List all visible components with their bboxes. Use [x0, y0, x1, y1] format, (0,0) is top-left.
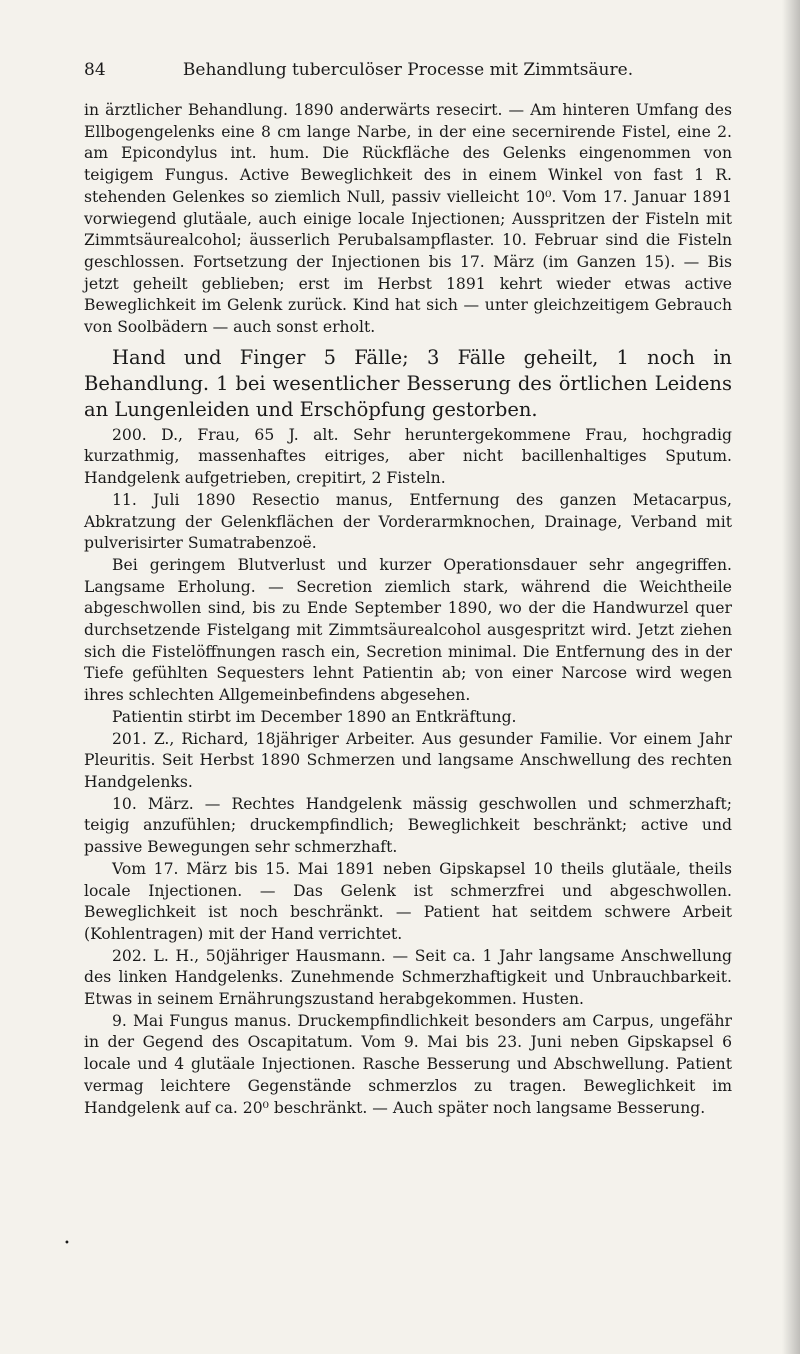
running-header: [84, 60, 732, 80]
bullet-mark: •: [64, 1238, 70, 1249]
book-page: [84, 60, 732, 1119]
paragraph: 201. Z., Richard, 18jähriger Arbeiter. Aus gesunder Familie. Vor einem Jahr Pleuritis. Seit Herbst 1890 Schmerzen und langsame Anschwellung des rechten Handgelenks.: [84, 729, 732, 791]
paragraph: 200. D., Frau, 65 J. alt. Sehr heruntergekommene Frau, hochgradig kurzathmig, massenhaftes eitriges, aber nicht bacillenhaltiges Sputum. Handgelenk aufgetrieben, crepitirt, 2 Fisteln.: [84, 425, 732, 488]
page-edge-shadow: [782, 0, 800, 1354]
paragraph: 202. L. H., 50jähriger Hausmann. — Seit ca. 1 Jahr langsame Anschwellung des linken Handgelenks. Zunehmende Schmerzhaftigkeit und Unbrauchbarkeit. Etwas in seinem Ernährungszustand herabgekommen. Husten.: [84, 946, 732, 1009]
section-heading: Hand und Finger 5 Fälle; 3 Fälle geheilt, 1 noch in Behandlung. 1 bei wesentlicher Besserung des örtlichen Leidens an Lungenleiden und Erschöpfung gestorben.: [84, 345, 732, 421]
paragraph: Bei geringem Blutverlust und kurzer Operationsdauer sehr angegriffen. Langsame Erholung. — Secretion ziemlich stark, während die Weichtheile abgeschwollen sind, bis zu Ende September 1890, wo der die Handwurzel quer durchsetzende Fistelgang mit Zimmtsäurealcohol ausgespritzt wird. Jetzt ziehen sich die Fistelöffnungen rasch ein, Secretion minimal. Die Entfernung des in der Tiefe gefühlten Sequesters lehnt Patientin ab; von einer Narcose wird wegen ihres schlechten Allgemeinbefindens abgesehen.: [84, 555, 732, 705]
paragraph: 10. März. — Rechtes Handgelenk mässig geschwollen und schmerzhaft; teigig anzufühlen; druckempfindlich; Beweglichkeit beschränkt; active und passive Bewegungen sehr schmerzhaft.: [84, 794, 732, 857]
paragraph: Vom 17. März bis 15. Mai 1891 neben Gipskapsel 10 theils glutäale, theils locale Injectionen. — Das Gelenk ist schmerzfrei und abgeschwollen. Beweglichkeit ist noch beschränkt. — Patient hat seitdem schwere Arbeit (Kohlentragen) mit der Hand verrichtet.: [84, 859, 732, 943]
paragraph: 9. Mai Fungus manus. Druckempfindlichkeit besonders am Carpus, ungefähr in der Gegend des Oscapitatum. Vom 9. Mai bis 23. Juni neben Gipskapsel 6 locale und 4 glutäale Injectionen. Rasche Besserung und Abschwellung. Patient vermag leichtere Gegenstände schmerzlos zu tragen. Beweglichkeit im Handgelenk auf ca. 20⁰ beschränkt. — Auch später noch langsame Besserung.: [84, 1011, 732, 1117]
page-body: [84, 100, 732, 1119]
paragraph: Patientin stirbt im December 1890 an Entkräftung.: [112, 707, 517, 726]
paragraph: in ärztlicher Behandlung. 1890 anderwärts resecirt. — Am hinteren Umfang des Ellbogengelenks eine 8 cm lange Narbe, in der eine secernirende Fistel, eine 2. am Epicondylus int. hum. Die Rückfläche des Gelenks eingenommen von teigigem Fungus. Active Beweglichkeit des in einem Winkel von fast 1 R. stehenden Gelenkes so ziemlich Null, passiv vielleicht 10⁰. Vom 17. Januar 1891 vorwiegend glutäale, auch einige locale Injectionen; Ausspritzen der Fisteln mit Zimmtsäurealcohol; äusserlich Perubalsampflaster. 10. Februar sind die Fisteln geschlossen. Fortsetzung der Injectionen bis 17. März (im Ganzen 15). — Bis jetzt geheilt geblieben; erst im Herbst 1891 kehrt wieder etwas active Beweglichkeit im Gelenk zurück. Kind hat sich — unter gleichzeitigem Gebrauch von Soolbädern — auch sonst erholt.: [84, 101, 732, 337]
page-number: 84: [84, 60, 106, 80]
running-title: Behandlung tuberculöser Processe mit Zimmtsäure.: [182, 60, 634, 80]
paragraph: 11. Juli 1890 Resectio manus, Entfernung des ganzen Metacarpus, Abkratzung der Gelenkflächen der Vorderarmknochen, Drainage, Verband mit pulverisirter Sumatrabenzoë.: [84, 490, 732, 553]
